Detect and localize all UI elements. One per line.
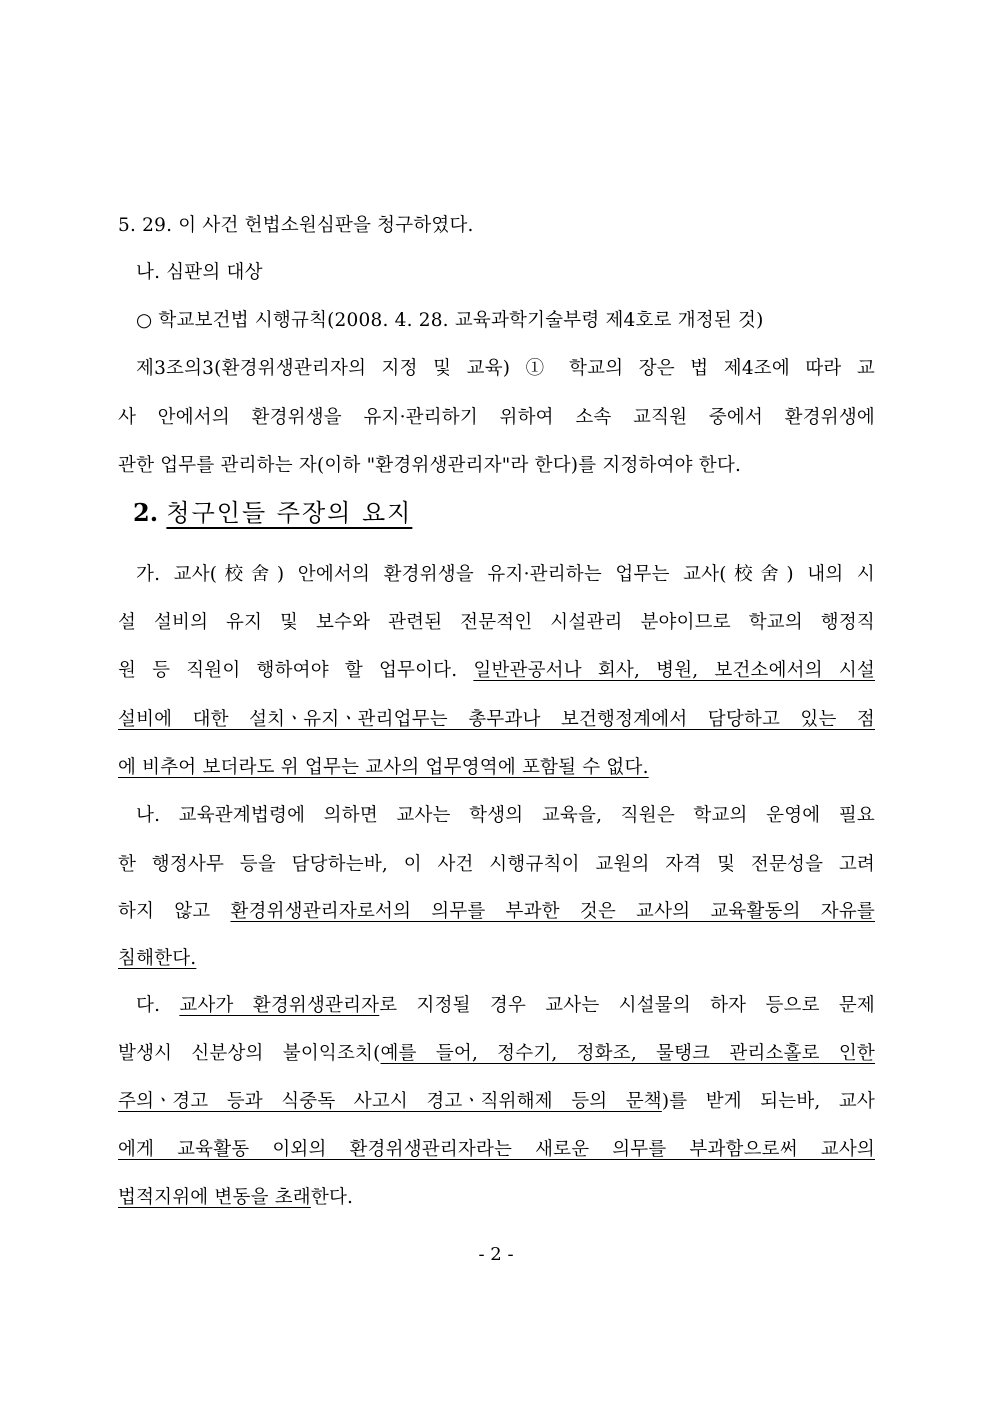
text-line: 관한 업무를 관리하는 자(이하 "환경위생관리자"라 한다)를 지정하여야 한다.	[118, 455, 742, 476]
paragraph-line	[118, 946, 875, 972]
text-line: 5. 29. 이 사건 헌법소원심판을 청구하였다.	[118, 215, 474, 236]
plain-text: 한다.	[310, 1187, 354, 1208]
paragraph-line	[118, 562, 875, 588]
plain-text: 발생시 신분상의 불이익조치(	[118, 1043, 381, 1064]
underlined-text: 예를 들어, 정수기, 정화조, 물탱크 관리소홀로 인한	[380, 1043, 875, 1064]
text-line: 사 안에서의 환경위생을 유지·관리하기 위하여 소속 교직원 중에서 환경위생에	[118, 407, 875, 428]
paragraph-line: 한 행정사무 등을 담당하는바, 이 사건 시행규칙이 교원의 자격 및 전문성을 고려	[118, 854, 875, 875]
paragraph-line: 설비에 대한 설치ㆍ유지ㆍ관리업무는 총무과나 보건행정계에서 담당하고 있는 점	[118, 709, 875, 730]
paragraph-line	[118, 1041, 875, 1067]
text-line-content: 제3조의3(환경위생관리자의 지정 및 교육) ① 학교의 장은 법 제4조에 따라 교	[136, 358, 875, 379]
underlined-text: 주의ㆍ경고 등과 식중독 사고시 경고ㆍ직위해제 등의 문책	[118, 1091, 662, 1112]
paragraph-line	[118, 1089, 875, 1115]
underlined-text: 법적지위에 변동을 초래	[118, 1187, 311, 1208]
heading-title: 청구인들 주장의 요지	[166, 499, 413, 527]
paragraph-line	[118, 658, 875, 684]
section-heading	[133, 497, 412, 529]
text-line-content: 가. 교사(校舍) 안에서의 환경위생을 유지·관리하는 업무는 교사(校舍) 내의 시	[136, 564, 875, 585]
plain-text: 로 지정될 경우 교사는 시설물의 하자 등으로 문제	[379, 995, 875, 1016]
heading-number: 2.	[133, 498, 159, 527]
paragraph-line	[118, 803, 875, 829]
text-line-content: 나. 교육관계법령에 의하면 교사는 학생의 교육을, 직원은 학교의 운영에 필요	[136, 805, 875, 826]
paragraph-line	[118, 899, 875, 925]
plain-text: )를 받게 되는바, 교사	[661, 1091, 875, 1112]
underlined-text: 환경위생관리자로서의 의무를 부과한 것은 교사의 교육활동의 자유를	[230, 901, 875, 922]
section-subheading: 나. 심판의 대상	[136, 262, 263, 283]
underlined-text: 일반관공서나 회사, 병원, 보건소에서의 시설	[473, 660, 876, 681]
paragraph-line	[118, 993, 875, 1019]
paragraph-line: 에게 교육활동 이외의 환경위생관리자라는 새로운 의무를 부과함으로써 교사의	[118, 1139, 875, 1160]
page-number: - 2 -	[478, 1244, 514, 1265]
paragraph-line: 설 설비의 유지 및 보수와 관련된 전문적인 시설관리 분야이므로 학교의 행정직	[118, 612, 875, 633]
underlined-text: 에 비추어 보더라도 위 업무는 교사의 업무영역에 포함될 수 없다.	[118, 757, 649, 778]
plain-text: 하지 않고	[118, 901, 231, 922]
paragraph-line	[118, 1185, 875, 1211]
paragraph-line	[118, 755, 875, 781]
underlined-text: 침해한다.	[118, 948, 197, 969]
text-line	[118, 356, 875, 382]
underlined-text: 교사가 환경위생관리자	[179, 995, 380, 1016]
text-line: ○ 학교보건법 시행규칙(2008. 4. 28. 교육과학기술부령 제4호로 개정된 것)	[136, 310, 764, 331]
plain-text: 다.	[136, 995, 180, 1016]
plain-text: 원 등 직원이 행하여야 할 업무이다.	[118, 660, 474, 681]
